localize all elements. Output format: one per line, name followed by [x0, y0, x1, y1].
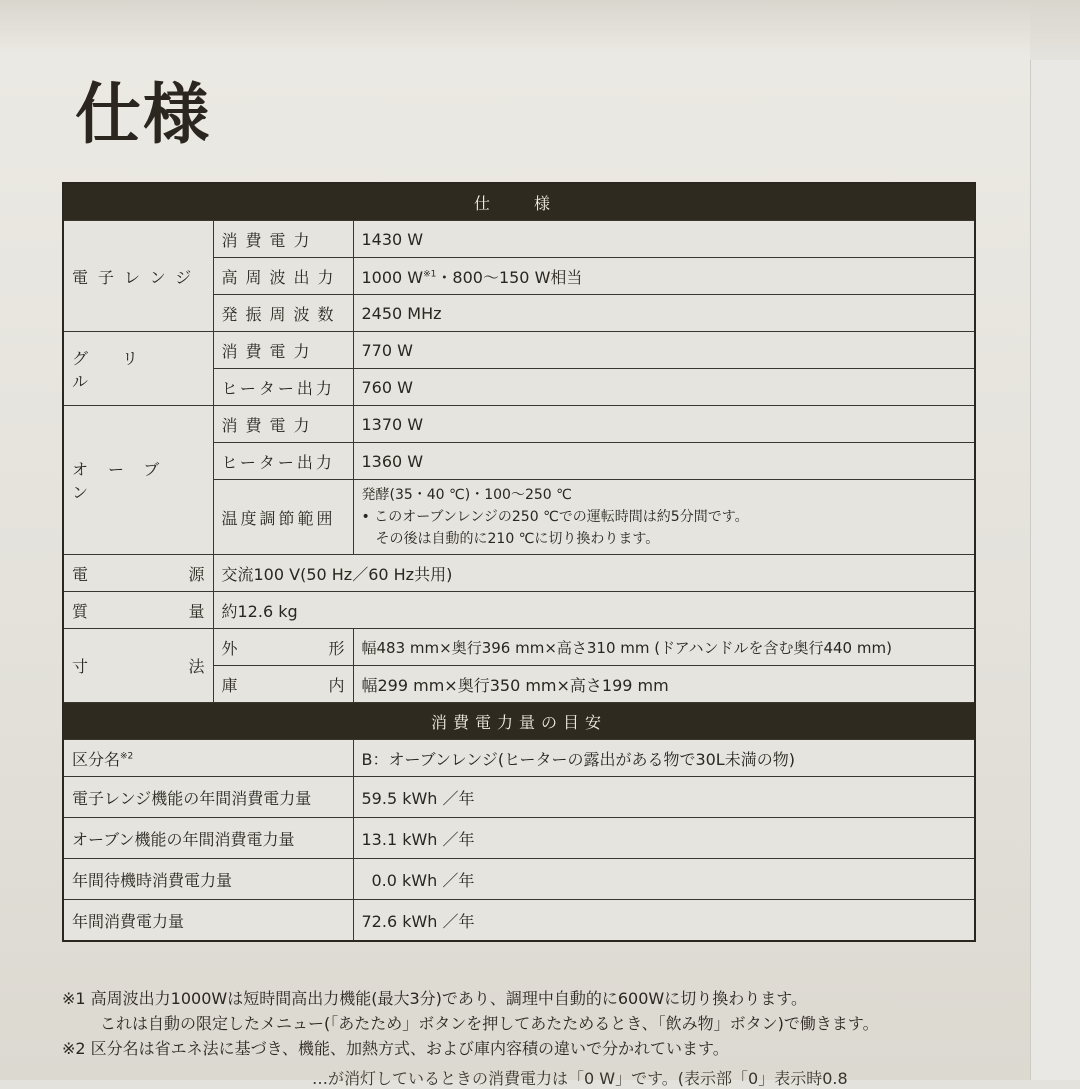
row-label: 高周波出力 — [213, 258, 353, 295]
row-value: 59.5 kWh ／年 — [353, 777, 975, 818]
energy-table-header: 消費電力量の目安 — [63, 703, 975, 740]
table-row — [63, 818, 975, 859]
table-row — [63, 555, 975, 592]
row-value: 1000 $W^{※1}$・800〜150 W相当 — [353, 258, 975, 295]
row-value: 770 W — [353, 332, 975, 369]
row-value: 2450 MHz — [353, 295, 975, 332]
table-row — [63, 221, 975, 258]
row-label: 年間待機時消費電力量 — [63, 859, 353, 900]
row-value: 72.6 kWh ／年 — [353, 900, 975, 942]
row-label: 消費電力 — [213, 332, 353, 369]
footnote-2: ※2 区分名は省エネ法に基づき、機能、加熱方式、および庫内容積の違いで分かれています。 — [62, 1039, 729, 1058]
spec-table-header: 仕 様 — [63, 183, 975, 221]
row-value: 13.1 kWh ／年 — [353, 818, 975, 859]
cut-off-text: …が消灯しているときの消費電力は「0 W」です。(表示部「0」表示時0.8 — [312, 1069, 848, 1088]
row-value: B：オーブンレンジ(ヒーターの露出がある物で30L未満の物) — [353, 740, 975, 777]
row-label: 区分名$^{※2}$ — [63, 740, 353, 777]
label-power-source: 電 源 — [63, 555, 213, 592]
row-value: 1370 W — [353, 406, 975, 443]
category-microwave: 電子レンジ — [63, 221, 213, 332]
row-label: ヒーター出力 — [213, 443, 353, 480]
table-row — [63, 777, 975, 818]
row-label: ヒーター出力 — [213, 369, 353, 406]
row-label: 発振周波数 — [213, 295, 353, 332]
row-value: 760 W — [353, 369, 975, 406]
footnote-1: ※1 高周波出力1000Wは短時間高出力機能(最大3分)であり、調理中自動的に600Wに切り換わります。 — [62, 989, 807, 1008]
row-label: 消費電力 — [213, 221, 353, 258]
label-dimensions: 寸 法 — [63, 629, 213, 703]
footnote-1-continued: これは自動の限定したメニュー(「あたため」ボタンを押してあたためるとき、「飲み物」ボタン)で働きます。 — [100, 1014, 879, 1033]
row-value: 幅299 mm×奥行350 mm×高さ199 mm — [353, 666, 975, 703]
row-label: 電子レンジ機能の年間消費電力量 — [63, 777, 353, 818]
table-row — [63, 592, 975, 629]
table-row — [63, 900, 975, 942]
row-label: オーブン機能の年間消費電力量 — [63, 818, 353, 859]
row-value: 発酵(35・40 ℃)・100〜250 ℃ • このオーブンレンジの250 ℃での運転時間は約5分間です。 その後は自動的に210 ℃に切り換わります。 — [353, 480, 975, 555]
category-grill: グリル — [63, 332, 213, 406]
table-row — [63, 332, 975, 369]
row-label: 庫 内 — [213, 666, 353, 703]
row-value: 1360 W — [353, 443, 975, 480]
row-label: 消費電力 — [213, 406, 353, 443]
table-row — [63, 859, 975, 900]
adjacent-page-edge — [1030, 60, 1080, 1080]
row-label: 外 形 — [213, 629, 353, 666]
spec-table — [62, 182, 976, 942]
row-value: 1430 W — [353, 221, 975, 258]
category-oven: オーブン — [63, 406, 213, 555]
value-power-source: 交流100 V(50 Hz／60 Hz共用) — [213, 555, 975, 592]
page-shadow — [0, 0, 1080, 55]
value-mass: 約12.6 kg — [213, 592, 975, 629]
footnote-ref: ※1 — [423, 269, 437, 280]
row-label: 温度調節範囲 — [213, 480, 353, 555]
table-row — [63, 406, 975, 443]
table-row — [63, 629, 975, 666]
row-value: 幅483 mm×奥行396 mm×高さ310 mm (ドアハンドルを含む奥行440 mm) — [353, 629, 975, 666]
page-title: 仕様 — [75, 76, 211, 153]
table-row — [63, 740, 975, 777]
row-value: 0.0 kWh ／年 — [353, 859, 975, 900]
footnotes — [62, 986, 1022, 1061]
label-mass: 質 量 — [63, 592, 213, 629]
row-label: 年間消費電力量 — [63, 900, 353, 942]
footnote-ref: ※2 — [120, 751, 134, 762]
